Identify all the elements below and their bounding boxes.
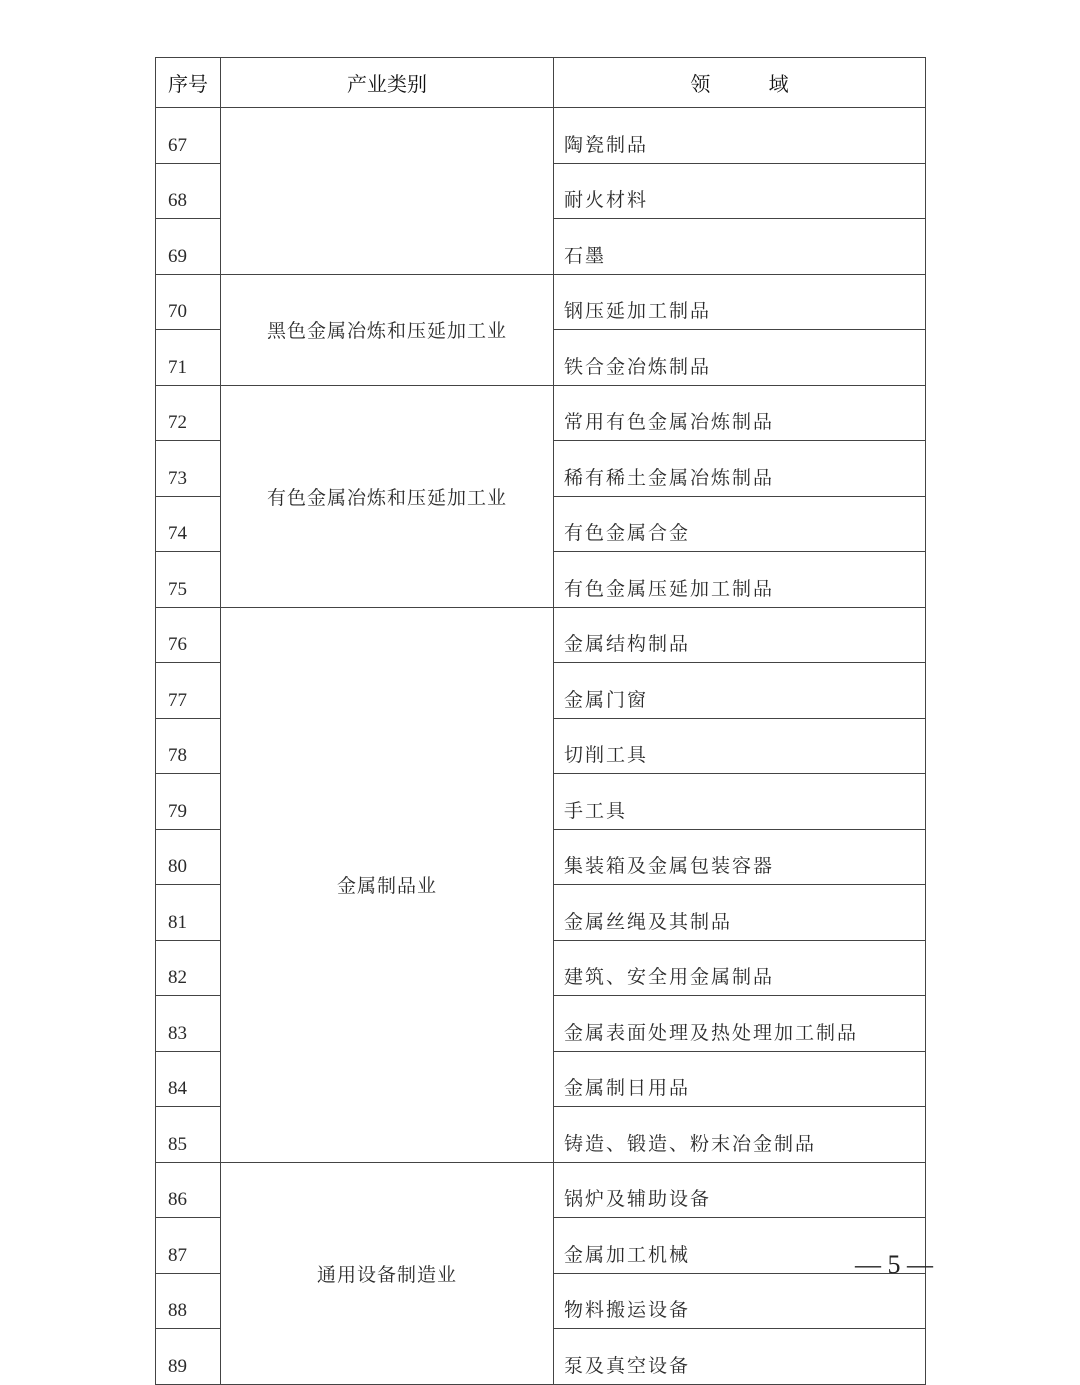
seq-cell: 78 (156, 718, 221, 774)
field-cell: 金属结构制品 (554, 607, 926, 663)
header-seq: 序号 (156, 58, 221, 108)
seq-cell: 75 (156, 552, 221, 608)
field-cell: 金属门窗 (554, 663, 926, 719)
field-cell: 铁合金冶炼制品 (554, 330, 926, 386)
field-cell: 金属制日用品 (554, 1051, 926, 1107)
field-cell: 建筑、安全用金属制品 (554, 940, 926, 996)
category-cell: 通用设备制造业 (221, 1162, 554, 1384)
seq-cell: 83 (156, 996, 221, 1052)
industry-table (155, 57, 926, 1385)
seq-cell: 80 (156, 829, 221, 885)
field-cell: 泵及真空设备 (554, 1329, 926, 1385)
field-cell: 耐火材料 (554, 163, 926, 219)
seq-cell: 67 (156, 108, 221, 164)
field-cell: 有色金属压延加工制品 (554, 552, 926, 608)
seq-cell: 79 (156, 774, 221, 830)
seq-cell: 73 (156, 441, 221, 497)
table-row (156, 607, 926, 663)
seq-cell: 87 (156, 1218, 221, 1274)
table-row (156, 274, 926, 330)
table-header-row (156, 58, 926, 108)
seq-cell: 81 (156, 885, 221, 941)
field-cell: 金属加工机械 (554, 1218, 926, 1274)
header-category: 产业类别 (221, 58, 554, 108)
field-cell: 稀有稀土金属冶炼制品 (554, 441, 926, 497)
field-cell: 手工具 (554, 774, 926, 830)
category-cell: 黑色金属冶炼和压延加工业 (221, 274, 554, 385)
field-cell: 常用有色金属冶炼制品 (554, 385, 926, 441)
field-cell: 陶瓷制品 (554, 108, 926, 164)
header-field: 领 域 (554, 58, 926, 108)
seq-cell: 69 (156, 219, 221, 275)
seq-cell: 84 (156, 1051, 221, 1107)
field-cell: 金属表面处理及热处理加工制品 (554, 996, 926, 1052)
seq-cell: 89 (156, 1329, 221, 1385)
table-body (156, 108, 926, 1385)
field-cell: 石墨 (554, 219, 926, 275)
seq-cell: 68 (156, 163, 221, 219)
seq-cell: 76 (156, 607, 221, 663)
field-cell: 钢压延加工制品 (554, 274, 926, 330)
field-cell: 锅炉及辅助设备 (554, 1162, 926, 1218)
table-row (156, 1162, 926, 1218)
table-row (156, 108, 926, 164)
seq-cell: 82 (156, 940, 221, 996)
table-row (156, 385, 926, 441)
seq-cell: 77 (156, 663, 221, 719)
category-cell: 金属制品业 (221, 607, 554, 1162)
field-cell: 切削工具 (554, 718, 926, 774)
seq-cell: 71 (156, 330, 221, 386)
field-cell: 铸造、锻造、粉末冶金制品 (554, 1107, 926, 1163)
field-cell: 集装箱及金属包装容器 (554, 829, 926, 885)
seq-cell: 86 (156, 1162, 221, 1218)
page-number: — 5 — (855, 1250, 933, 1279)
seq-cell: 88 (156, 1273, 221, 1329)
seq-cell: 74 (156, 496, 221, 552)
seq-cell: 72 (156, 385, 221, 441)
field-cell: 有色金属合金 (554, 496, 926, 552)
seq-cell: 70 (156, 274, 221, 330)
seq-cell: 85 (156, 1107, 221, 1163)
field-cell: 物料搬运设备 (554, 1273, 926, 1329)
category-cell (221, 108, 554, 275)
field-cell: 金属丝绳及其制品 (554, 885, 926, 941)
category-cell: 有色金属冶炼和压延加工业 (221, 385, 554, 607)
